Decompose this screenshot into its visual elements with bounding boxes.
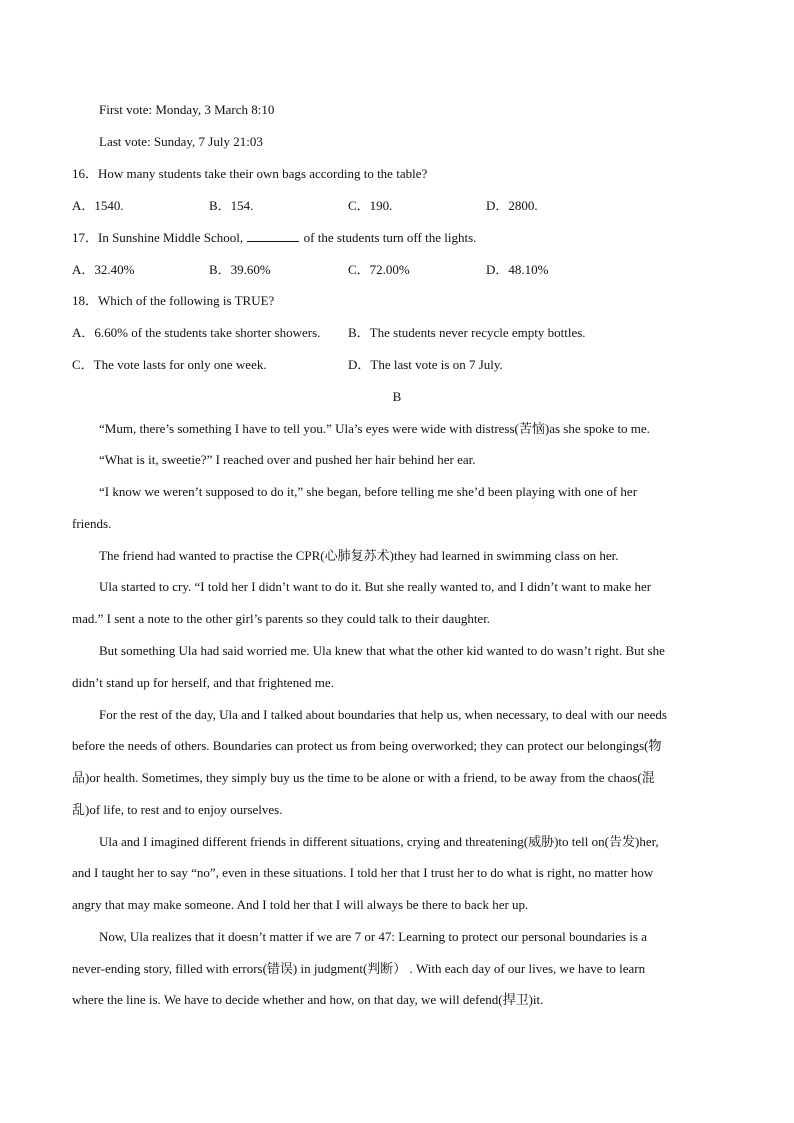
passage-line: never-ending story, filled with errors(错误) in judgment(判断） . With each day of our lives, we have to learn bbox=[72, 961, 646, 976]
question-17-option-a: A．32.40% bbox=[72, 262, 135, 277]
passage-line: 乱)of life, to rest and to enjoy ourselves. bbox=[72, 802, 283, 817]
question-17-option-c: C．72.00% bbox=[348, 262, 410, 277]
passage-line: didn’t stand up for herself, and that frightened me. bbox=[72, 675, 334, 690]
question-17-stem-after: of the students turn off the lights. bbox=[300, 230, 477, 245]
answer-blank bbox=[247, 229, 299, 242]
question-17-stem bbox=[72, 229, 476, 247]
passage-line: friends. bbox=[72, 516, 112, 531]
passage-line: The friend had wanted to practise the CPR(心肺复苏术)they had learned in swimming class on her. bbox=[99, 548, 619, 563]
passage-line: “I know we weren’t supposed to do it,” she began, before telling me she’d been playing with one of her bbox=[99, 484, 638, 499]
section-label: B bbox=[392, 389, 402, 404]
passage-line: But something Ula had said worried me. Ula knew that what the other kid wanted to do wasn’t right. But she bbox=[99, 643, 665, 658]
question-17-option-d: D．48.10% bbox=[486, 262, 549, 277]
passage-line: Ula and I imagined different friends in different situations, crying and threatening(威胁)to tell on(告发)her, bbox=[99, 834, 659, 849]
question-18-option-b: B．The students never recycle empty bottles. bbox=[348, 325, 586, 340]
passage-line: 品)or health. Sometimes, they simply buy us the time to be alone or with a friend, to be away from the chaos(混 bbox=[72, 770, 655, 785]
question-18-option-d: D．The last vote is on 7 July. bbox=[348, 357, 503, 372]
passage-line: where the line is. We have to decide whether and how, on that day, we will defend(捍卫)it. bbox=[72, 992, 544, 1007]
passage-line: Now, Ula realizes that it doesn’t matter if we are 7 or 47: Learning to protect our personal boundaries is a bbox=[99, 929, 647, 944]
question-18-stem: 18．Which of the following is TRUE? bbox=[72, 293, 275, 308]
passage-line: angry that may make someone. And I told her that I will always be there to back her up. bbox=[72, 897, 529, 912]
passage-line: mad.” I sent a note to the other girl’s parents so they could talk to their daughter. bbox=[72, 611, 491, 626]
question-16-option-d: D．2800. bbox=[486, 198, 538, 213]
first-vote-text: First vote: Monday, 3 March 8:10 bbox=[99, 102, 275, 117]
passage-line: and I taught her to say “no”, even in these situations. I told her that I trust her to do what is right, no matter how bbox=[72, 865, 654, 880]
question-16-stem: 16．How many students take their own bags according to the table? bbox=[72, 166, 428, 181]
question-16-option-b: B．154. bbox=[209, 198, 254, 213]
question-18-option-a: A．6.60% of the students take shorter showers. bbox=[72, 325, 321, 340]
passage-line: “What is it, sweetie?” I reached over and pushed her hair behind her ear. bbox=[99, 452, 476, 467]
question-17-option-b: B．39.60% bbox=[209, 262, 271, 277]
last-vote-text: Last vote: Sunday, 7 July 21:03 bbox=[99, 134, 263, 149]
question-18-option-c: C．The vote lasts for only one week. bbox=[72, 357, 267, 372]
question-16-option-a: A．1540. bbox=[72, 198, 124, 213]
passage-line: Ula started to cry. “I told her I didn’t want to do it. But she really wanted to, and I didn’t want to make her bbox=[99, 579, 652, 594]
passage-line: before the needs of others. Boundaries can protect us from being overworked; they can protect our belongings(物 bbox=[72, 738, 662, 753]
question-17-stem-before: 17．In Sunshine Middle School, bbox=[72, 230, 247, 245]
passage-line: For the rest of the day, Ula and I talked about boundaries that help us, when necessary, to deal with our needs bbox=[99, 707, 667, 722]
question-16-option-c: C．190. bbox=[348, 198, 393, 213]
passage-line: “Mum, there’s something I have to tell you.” Ula’s eyes were wide with distress(苦恼)as she spoke to me. bbox=[99, 421, 650, 436]
